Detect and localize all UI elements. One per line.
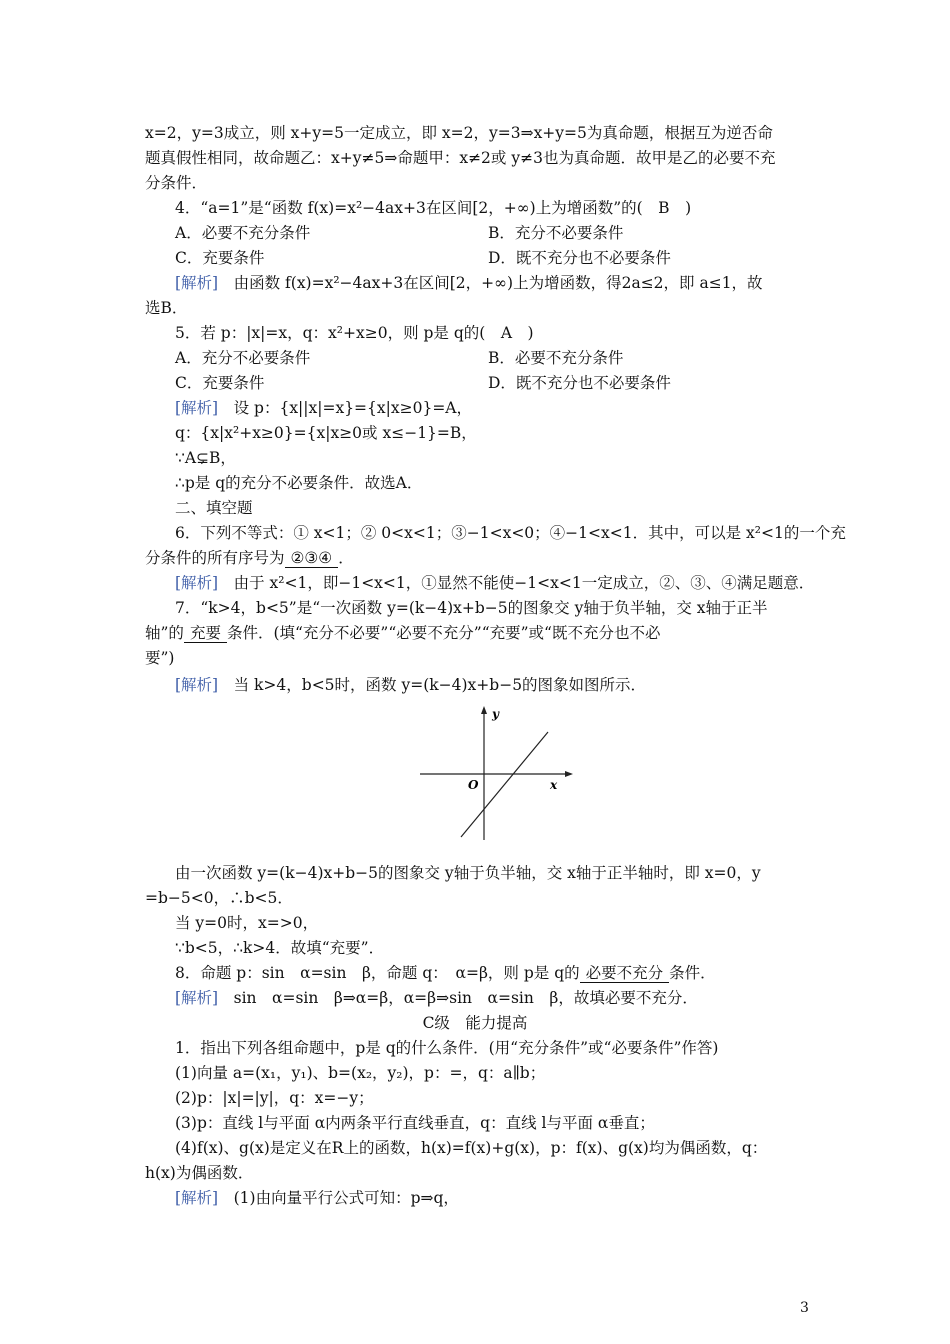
solution-line: [解析] 当 k>4，b<5时，函数 y=(k−4)x+b−5的图象如图所示． <box>175 676 647 694</box>
sub-question: (2)p：|x|=|y|，q：x=−y； <box>175 1089 374 1107</box>
option-d: D．既不充分也不必要条件 <box>488 374 671 392</box>
text-line: ∵b<5，∴k>4．故填“充要”． <box>175 939 385 957</box>
answer-blank: 必要不充分 <box>580 964 670 983</box>
option-b: B．充分不必要条件 <box>488 224 624 242</box>
y-axis-arrow <box>481 706 487 714</box>
sub-question: h(x)为偶函数． <box>145 1164 254 1182</box>
solution-line: [解析] 由于 x²<1，即−1<x<1，①显然不能使−1<x<1一定成立，②、③、④满足题意． <box>175 574 815 592</box>
option-c: C．充要条件 <box>175 374 265 392</box>
option-a: A．充分不必要条件 <box>175 349 311 367</box>
question-6-cont: 分条件的所有序号为 ②③④ ． <box>145 549 354 567</box>
origin-label: O <box>468 778 479 792</box>
question-7: 7．“k>4，b<5”是“一次函数 y=(k−4)x+b−5的图象交 y轴于负半轴，交 x轴于正半 <box>175 599 768 617</box>
solution-tag: [解析] <box>175 399 219 417</box>
text-line: 当 y=0时，x=>0， <box>175 914 319 932</box>
option-a: A．必要不充分条件 <box>175 224 311 242</box>
solution-line: [解析] (1)由向量平行公式可知：p⇒q， <box>175 1189 459 1207</box>
text-line: x=2，y=3成立，则 x+y=5一定成立，即 x=2，y=3⇒x+y=5为真命题，根据互为逆否命 <box>145 124 773 142</box>
question-6: 6．下列不等式：① x<1；② 0<x<1；③−1<x<0；④−1<x<1．其中，可以是 x²<1的一个充 <box>175 524 846 542</box>
solution-line: [解析] 设 p：{x||x|=x}={x|x≥0}=A， <box>175 399 473 417</box>
option-d: D．既不充分也不必要条件 <box>488 249 671 267</box>
question-4: 4．“a=1”是“函数 f(x)=x²−4ax+3在区间[2，+∞)上为增函数”的( B ) <box>175 199 692 217</box>
text-line: 分条件． <box>145 174 208 192</box>
question-c1: 1．指出下列各组命题中，p是 q的什么条件．(用“充分条件”或“必要条件”作答) <box>175 1039 719 1057</box>
x-axis-arrow <box>565 771 573 777</box>
question-8: 8．命题 p：sin α=sin β，命题 q： α=β，则 p是 q的 必要不充分 条件． <box>175 964 716 982</box>
solution-line: [解析] 由函数 f(x)=x²−4ax+3在区间[2，+∞)上为增函数，得2a≤2，即 a≤1，故 <box>175 274 763 292</box>
solution-line: 选B． <box>145 299 188 317</box>
option-b: B．必要不充分条件 <box>488 349 624 367</box>
text-line: 由一次函数 y=(k−4)x+b−5的图象交 y轴于负半轴，交 x轴于正半轴时，即 x=0，y <box>175 864 761 882</box>
solution-tag: [解析] <box>175 989 219 1007</box>
solution-line: ∵A⊊B， <box>175 449 236 467</box>
question-5: 5．若 p：|x|=x，q：x²+x≥0，则 p是 q的( A ) <box>175 324 534 342</box>
section-heading: 二、填空题 <box>175 499 253 517</box>
option-c: C．充要条件 <box>175 249 265 267</box>
answer-blank: 充要 <box>184 624 227 643</box>
solution-tag: [解析] <box>175 574 219 592</box>
answer-blank: ②③④ <box>285 549 339 568</box>
question-7-cont: 轴”的 充要 条件．(填“充分不必要”“必要不充分”“充要”或“既不充分也不必 <box>145 624 661 642</box>
solution-line: q：{x|x²+x≥0}={x|x≥0或 x≤−1}=B， <box>175 424 477 442</box>
sub-question: (3)p：直线 l与平面 α内两条平行直线垂直，q：直线 l与平面 α垂直； <box>175 1114 655 1132</box>
page-number: 3 <box>800 1300 809 1316</box>
x-axis-label: x <box>550 778 558 792</box>
solution-line: [解析] sin α=sin β⇒α=β，α=β⇒sin α=sin β，故填必要不充分． <box>175 989 698 1007</box>
sub-question: (4)f(x)、g(x)是定义在R上的函数，h(x)=f(x)+g(x)，p：f(x)、g(x)均为偶函数，q： <box>175 1139 768 1157</box>
sub-question: (1)向量 a=(x₁，y₁)、b=(x₂，y₂)，p：=，q：a∥b； <box>175 1064 546 1082</box>
solution-line: ∴p是 q的充分不必要条件．故选A． <box>175 474 423 492</box>
function-graph <box>415 702 575 842</box>
section-heading: C级 能力提高 <box>422 1014 528 1032</box>
text-line: =b−5<0，∴b<5． <box>145 889 293 907</box>
solution-tag: [解析] <box>175 274 219 292</box>
y-axis-label: y <box>492 707 499 721</box>
text-line: 题真假性相同，故命题乙：x+y≠5⇒命题甲：x≠2或 y≠3也为真命题．故甲是乙的必要不充 <box>145 149 776 167</box>
question-7-cont: 要”) <box>145 649 175 667</box>
solution-tag: [解析] <box>175 1189 219 1207</box>
solution-tag: [解析] <box>175 676 219 694</box>
